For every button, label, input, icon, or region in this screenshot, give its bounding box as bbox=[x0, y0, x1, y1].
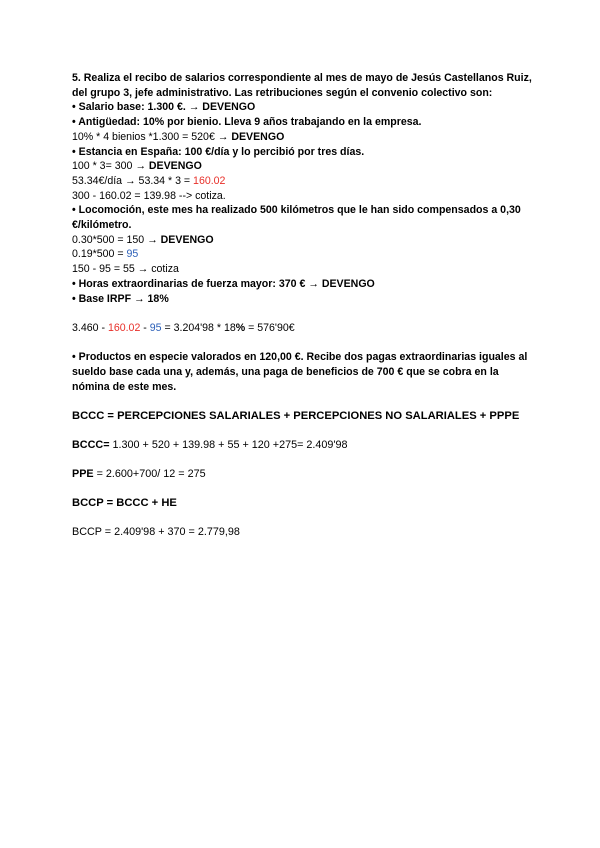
horas-extra-item: • Horas extraordinarias de fuerza mayor: 370 € → DEVENGO bbox=[72, 277, 375, 290]
spacer bbox=[72, 511, 532, 525]
spacer bbox=[72, 453, 532, 467]
blue-value: 95 bbox=[126, 248, 139, 261]
spacer bbox=[72, 336, 532, 351]
spacer bbox=[72, 306, 532, 321]
ppe-label: PPE bbox=[72, 468, 94, 481]
calc-text: = 3.204'98 * 18 bbox=[161, 321, 236, 334]
calc-text: 100 * 3= 300 → bbox=[72, 160, 149, 173]
devengo-label: DEVENGO bbox=[148, 160, 202, 173]
devengo-label: DEVENGO bbox=[231, 130, 285, 143]
bccc-calc bbox=[72, 438, 532, 453]
locomocion-calc-2 bbox=[72, 247, 532, 262]
productos-item: • Productos en especie valorados en 120,00 €. Recibe dos pagas extraordinarias iguales al sueldo base cada una y, además, una paga de beneficios de 700 € que se cobra en la nómina de este mes. bbox=[72, 351, 528, 393]
base-irpf-item: • Base IRPF → 18% bbox=[72, 292, 169, 305]
estancia-calc-3: 300 - 160.02 = 139.98 --> cotiza. bbox=[72, 189, 226, 202]
estancia-item: • Estancia en España: 100 €/día y lo percibió por tres días. bbox=[72, 145, 365, 158]
calc-text: = 576'90€ bbox=[245, 321, 295, 334]
calc-text: 10% * 4 bienios *1.300 = 520€ → bbox=[72, 130, 232, 143]
calc-text: 53.34€/día → 53.34 * 3 = bbox=[72, 174, 194, 187]
antiguedad-item: • Antigüedad: 10% por bienio. Lleva 9 años trabajando en la empresa. bbox=[72, 116, 422, 129]
calc-text: 3.460 - bbox=[72, 321, 108, 334]
blue-value: 95 bbox=[149, 321, 162, 334]
calc-text: 0.19*500 = bbox=[72, 248, 127, 261]
locomocion-calc-3: 150 - 95 = 55 → cotiza bbox=[72, 263, 179, 276]
calc-text: - bbox=[140, 321, 150, 334]
calc-text: 1.300 + 520 + 139.98 + 55 + 120 +275= 2.409'98 bbox=[109, 438, 348, 451]
estancia-calc-2 bbox=[72, 174, 532, 189]
exercise-heading: 5. Realiza el recibo de salarios correspondiente al mes de mayo de Jesús Castellanos Ruiz, del grupo 3, jefe administrativo. Las retribuciones según el convenio colectivo son: bbox=[72, 72, 532, 99]
bccp-formula: BCCP = BCCC + HE bbox=[72, 497, 177, 510]
calc-text: 0.30*500 = 150 → bbox=[72, 233, 161, 246]
irpf-calc bbox=[72, 321, 532, 336]
locomocion-item: • Locomoción, este mes ha realizado 500 kilómetros que le han sido compensados a 0,30 €/kilómetro. bbox=[72, 204, 521, 232]
bccc-formula: BCCC = PERCEPCIONES SALARIALES + PERCEPCIONES NO SALARIALES + PPPE bbox=[72, 409, 520, 422]
bccp-calc: BCCP = 2.409'98 + 370 = 2.779,98 bbox=[72, 526, 240, 539]
ppe-calc bbox=[72, 467, 532, 482]
spacer bbox=[72, 394, 532, 408]
red-value: 160.02 bbox=[107, 321, 141, 334]
salario-base-item: • Salario base: 1.300 €. → DEVENGO bbox=[72, 101, 256, 114]
percent-sign: % bbox=[235, 321, 246, 334]
estancia-calc-1 bbox=[72, 159, 532, 174]
calc-text: = 2.600+700/ 12 = 275 bbox=[93, 468, 206, 481]
red-value: 160.02 bbox=[193, 174, 226, 187]
spacer bbox=[72, 482, 532, 496]
antiguedad-calc bbox=[72, 130, 532, 145]
spacer bbox=[72, 424, 532, 438]
locomocion-calc-1 bbox=[72, 233, 532, 248]
bccc-label: BCCC= bbox=[72, 438, 110, 451]
exercise-content bbox=[72, 71, 532, 540]
devengo-label: DEVENGO bbox=[160, 233, 214, 246]
